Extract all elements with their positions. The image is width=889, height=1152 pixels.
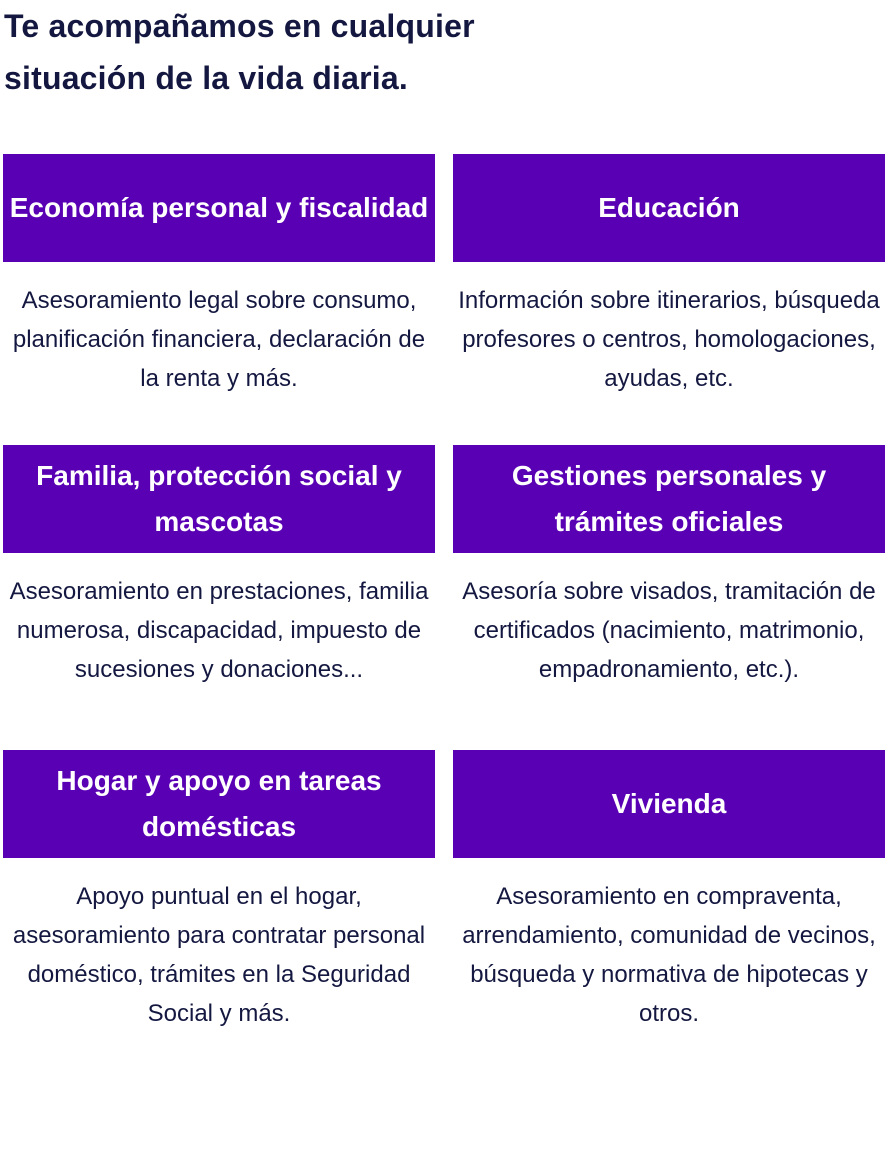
service-card-description: Asesoramiento en prestaciones, familia numerosa, discapacidad, impuesto de sucesiones y donaciones... (9, 578, 429, 683)
service-card-description: Asesoramiento legal sobre consumo, planificación financiera, declaración de la renta y más. (12, 287, 426, 392)
service-card-description: Información sobre itinerarios, búsqueda profesores o centros, homologaciones, ayudas, etc. (458, 287, 880, 392)
service-card-description: Asesoría sobre visados, tramitación de certificados (nacimiento, matrimonio, empadronamiento, etc.). (462, 578, 876, 683)
service-card-title: Gestiones personales y trámites oficiales (511, 460, 827, 537)
service-card-title-bar (453, 445, 885, 553)
service-card-gestiones (453, 445, 885, 689)
service-card-title: Educación (598, 192, 740, 223)
service-card-hogar (3, 750, 435, 1033)
service-card-description: Apoyo puntual en el hogar, asesoramiento para contratar personal doméstico, trámites en la Seguridad Social y más. (12, 883, 426, 1027)
service-card-title-bar (453, 154, 885, 262)
service-card-title-bar (453, 750, 885, 858)
service-card-title-bar (3, 445, 435, 553)
service-card-title: Vivienda (611, 788, 727, 819)
service-card-description: Asesoramiento en compraventa, arrendamiento, comunidad de vecinos, búsqueda y normativa de hipotecas y otros. (462, 883, 876, 1027)
service-card-title: Hogar y apoyo en tareas domésticas (56, 765, 382, 842)
service-card-title: Familia, protección social y mascotas (36, 460, 402, 537)
service-card-familia (3, 445, 435, 689)
service-card-vivienda (453, 750, 885, 1033)
page-heading: Te acompañamos en cualquier situación de la vida diaria. (4, 8, 475, 96)
service-card-title-bar (3, 750, 435, 858)
service-card-title: Economía personal y fiscalidad (9, 192, 429, 223)
service-card-educacion (453, 154, 885, 398)
service-card-title-bar (3, 154, 435, 262)
service-card-economia (3, 154, 435, 398)
